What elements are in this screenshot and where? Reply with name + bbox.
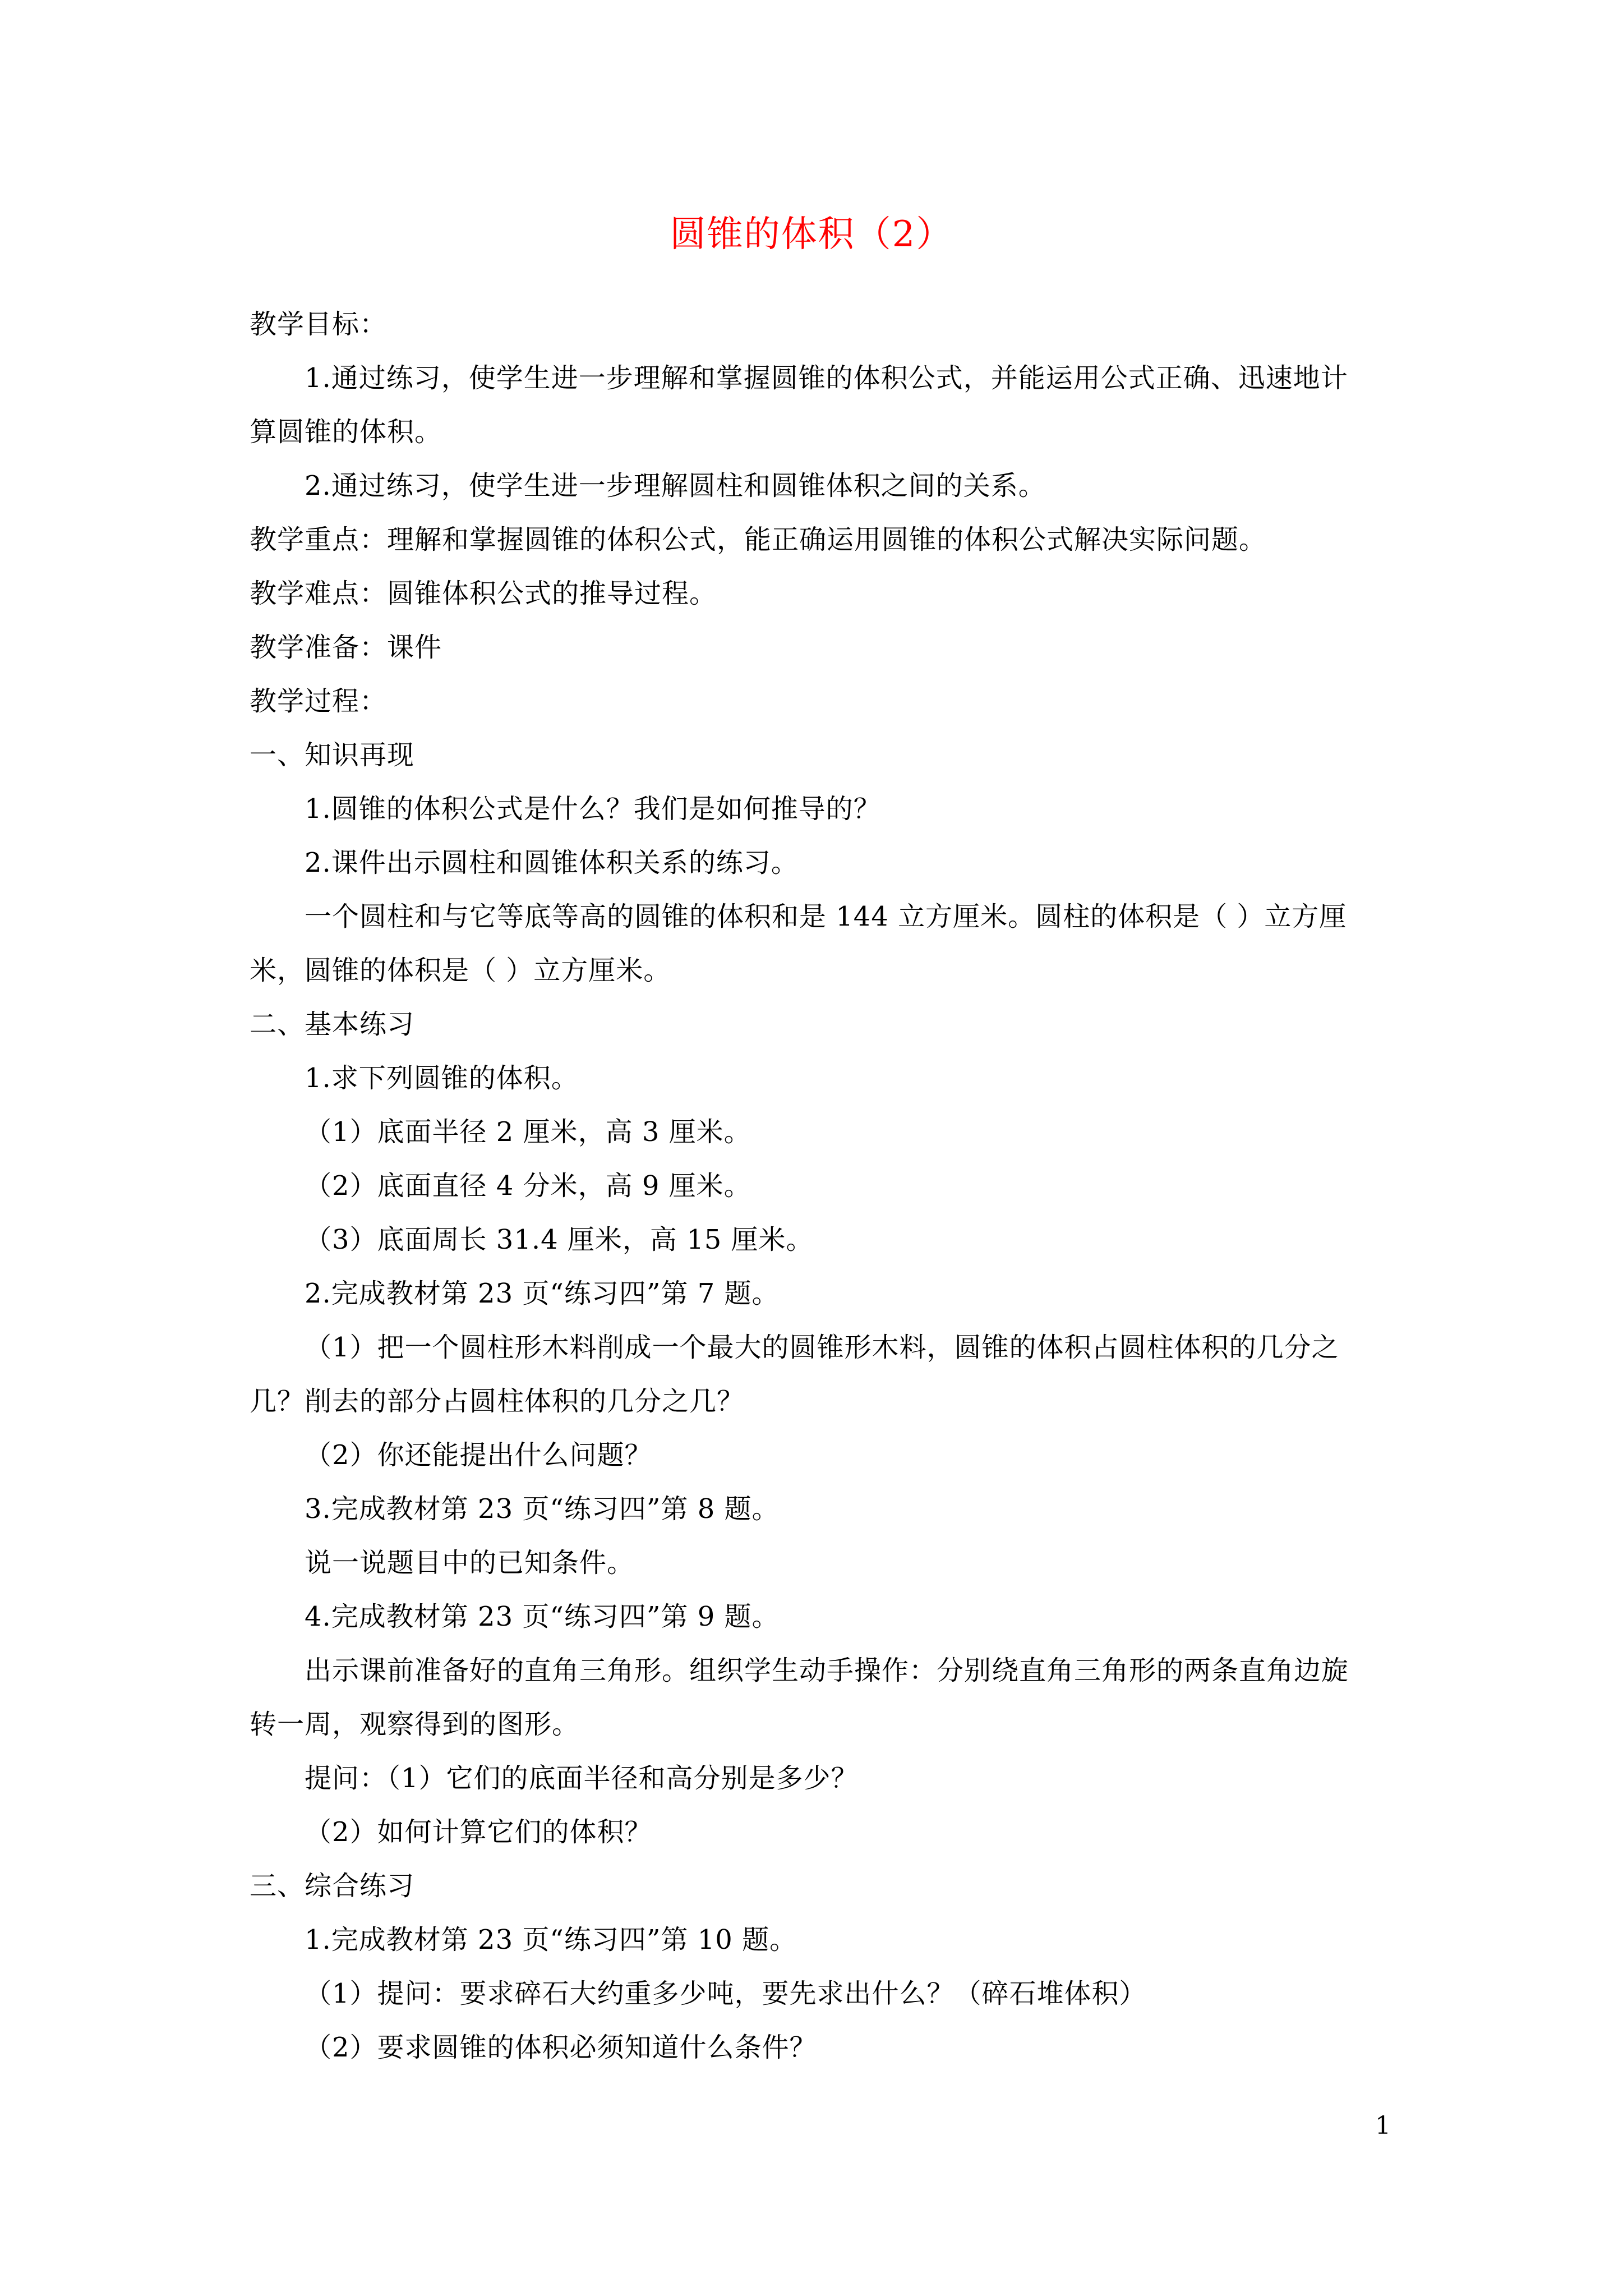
paragraph-line: 1.圆锥的体积公式是什么？我们是如何推导的？ [305,793,881,825]
paragraph-line: （1）把一个圆柱形木料削成一个最大的圆锥形木料，圆锥的体积占圆柱体积的几分之 [305,1332,1339,1363]
section-heading: 一、知识再现 [250,739,415,771]
paragraph-line: 2.课件出示圆柱和圆锥体积关系的练习。 [305,847,799,878]
section-heading: 教学难点：圆锥体积公式的推导过程。 [250,578,717,609]
section-heading: 教学过程： [250,685,388,717]
page-title: 圆锥的体积（2） [670,214,953,255]
section-heading: 教学准备：课件 [250,632,442,663]
paragraph-line: （1）提问：要求碎石大约重多少吨，要先求出什么？（碎石堆体积） [305,1978,1147,2009]
paragraph-line: 2.完成教材第 23 页“练习四”第 7 题。 [305,1278,780,1309]
paragraph-line: （2）要求圆锥的体积必须知道什么条件？ [305,2032,817,2063]
paragraph-line: （1）底面半径 2 厘米，高 3 厘米。 [305,1116,751,1148]
paragraph-line: 3.完成教材第 23 页“练习四”第 8 题。 [305,1493,780,1525]
section-heading: 教学重点：理解和掌握圆锥的体积公式，能正确运用圆锥的体积公式解决实际问题。 [250,524,1267,555]
paragraph-line: 4.完成教材第 23 页“练习四”第 9 题。 [305,1601,780,1632]
paragraph-line: 1.完成教材第 23 页“练习四”第 10 题。 [305,1924,797,1955]
page-number: 1 [1375,2111,1391,2140]
paragraph-line: 提问：（1）它们的底面半径和高分别是多少？ [305,1763,859,1794]
paragraph-line: （2）如何计算它们的体积？ [305,1816,652,1848]
paragraph-line: 转一周，观察得到的图形。 [250,1709,580,1740]
paragraph-line: （2）底面直径 4 分米，高 9 厘米。 [305,1170,751,1202]
paragraph-line: 1.求下列圆锥的体积。 [305,1062,579,1094]
section-heading: 二、基本练习 [250,1009,415,1040]
paragraph-line: （3）底面周长 31.4 厘米，高 15 厘米。 [305,1224,814,1255]
paragraph-line: 几？削去的部分占圆柱体积的几分之几？ [250,1386,745,1417]
paragraph-line: 一个圆柱和与它等底等高的圆锥的体积和是 144 立方厘米。圆柱的体积是（ ）立方厘 [305,901,1347,932]
paragraph-line: 2.通过练习，使学生进一步理解圆柱和圆锥体积之间的关系。 [305,470,1046,501]
paragraph-line: 米，圆锥的体积是（ ）立方厘米。 [250,955,671,986]
paragraph-line: 说一说题目中的已知条件。 [305,1547,635,1579]
paragraph-line: （2）你还能提出什么问题？ [305,1439,652,1471]
paragraph-line: 算圆锥的体积。 [250,416,442,448]
paragraph-line: 1.通过练习，使学生进一步理解和掌握圆锥的体积公式，并能运用公式正确、迅速地计 [305,362,1348,394]
section-heading: 三、综合练习 [250,1870,415,1902]
document-body [250,297,1391,2074]
paragraph-line: 出示课前准备好的直角三角形。组织学生动手操作：分别绕直角三角形的两条直角边旋 [305,1655,1349,1686]
section-heading: 教学目标： [250,309,388,340]
